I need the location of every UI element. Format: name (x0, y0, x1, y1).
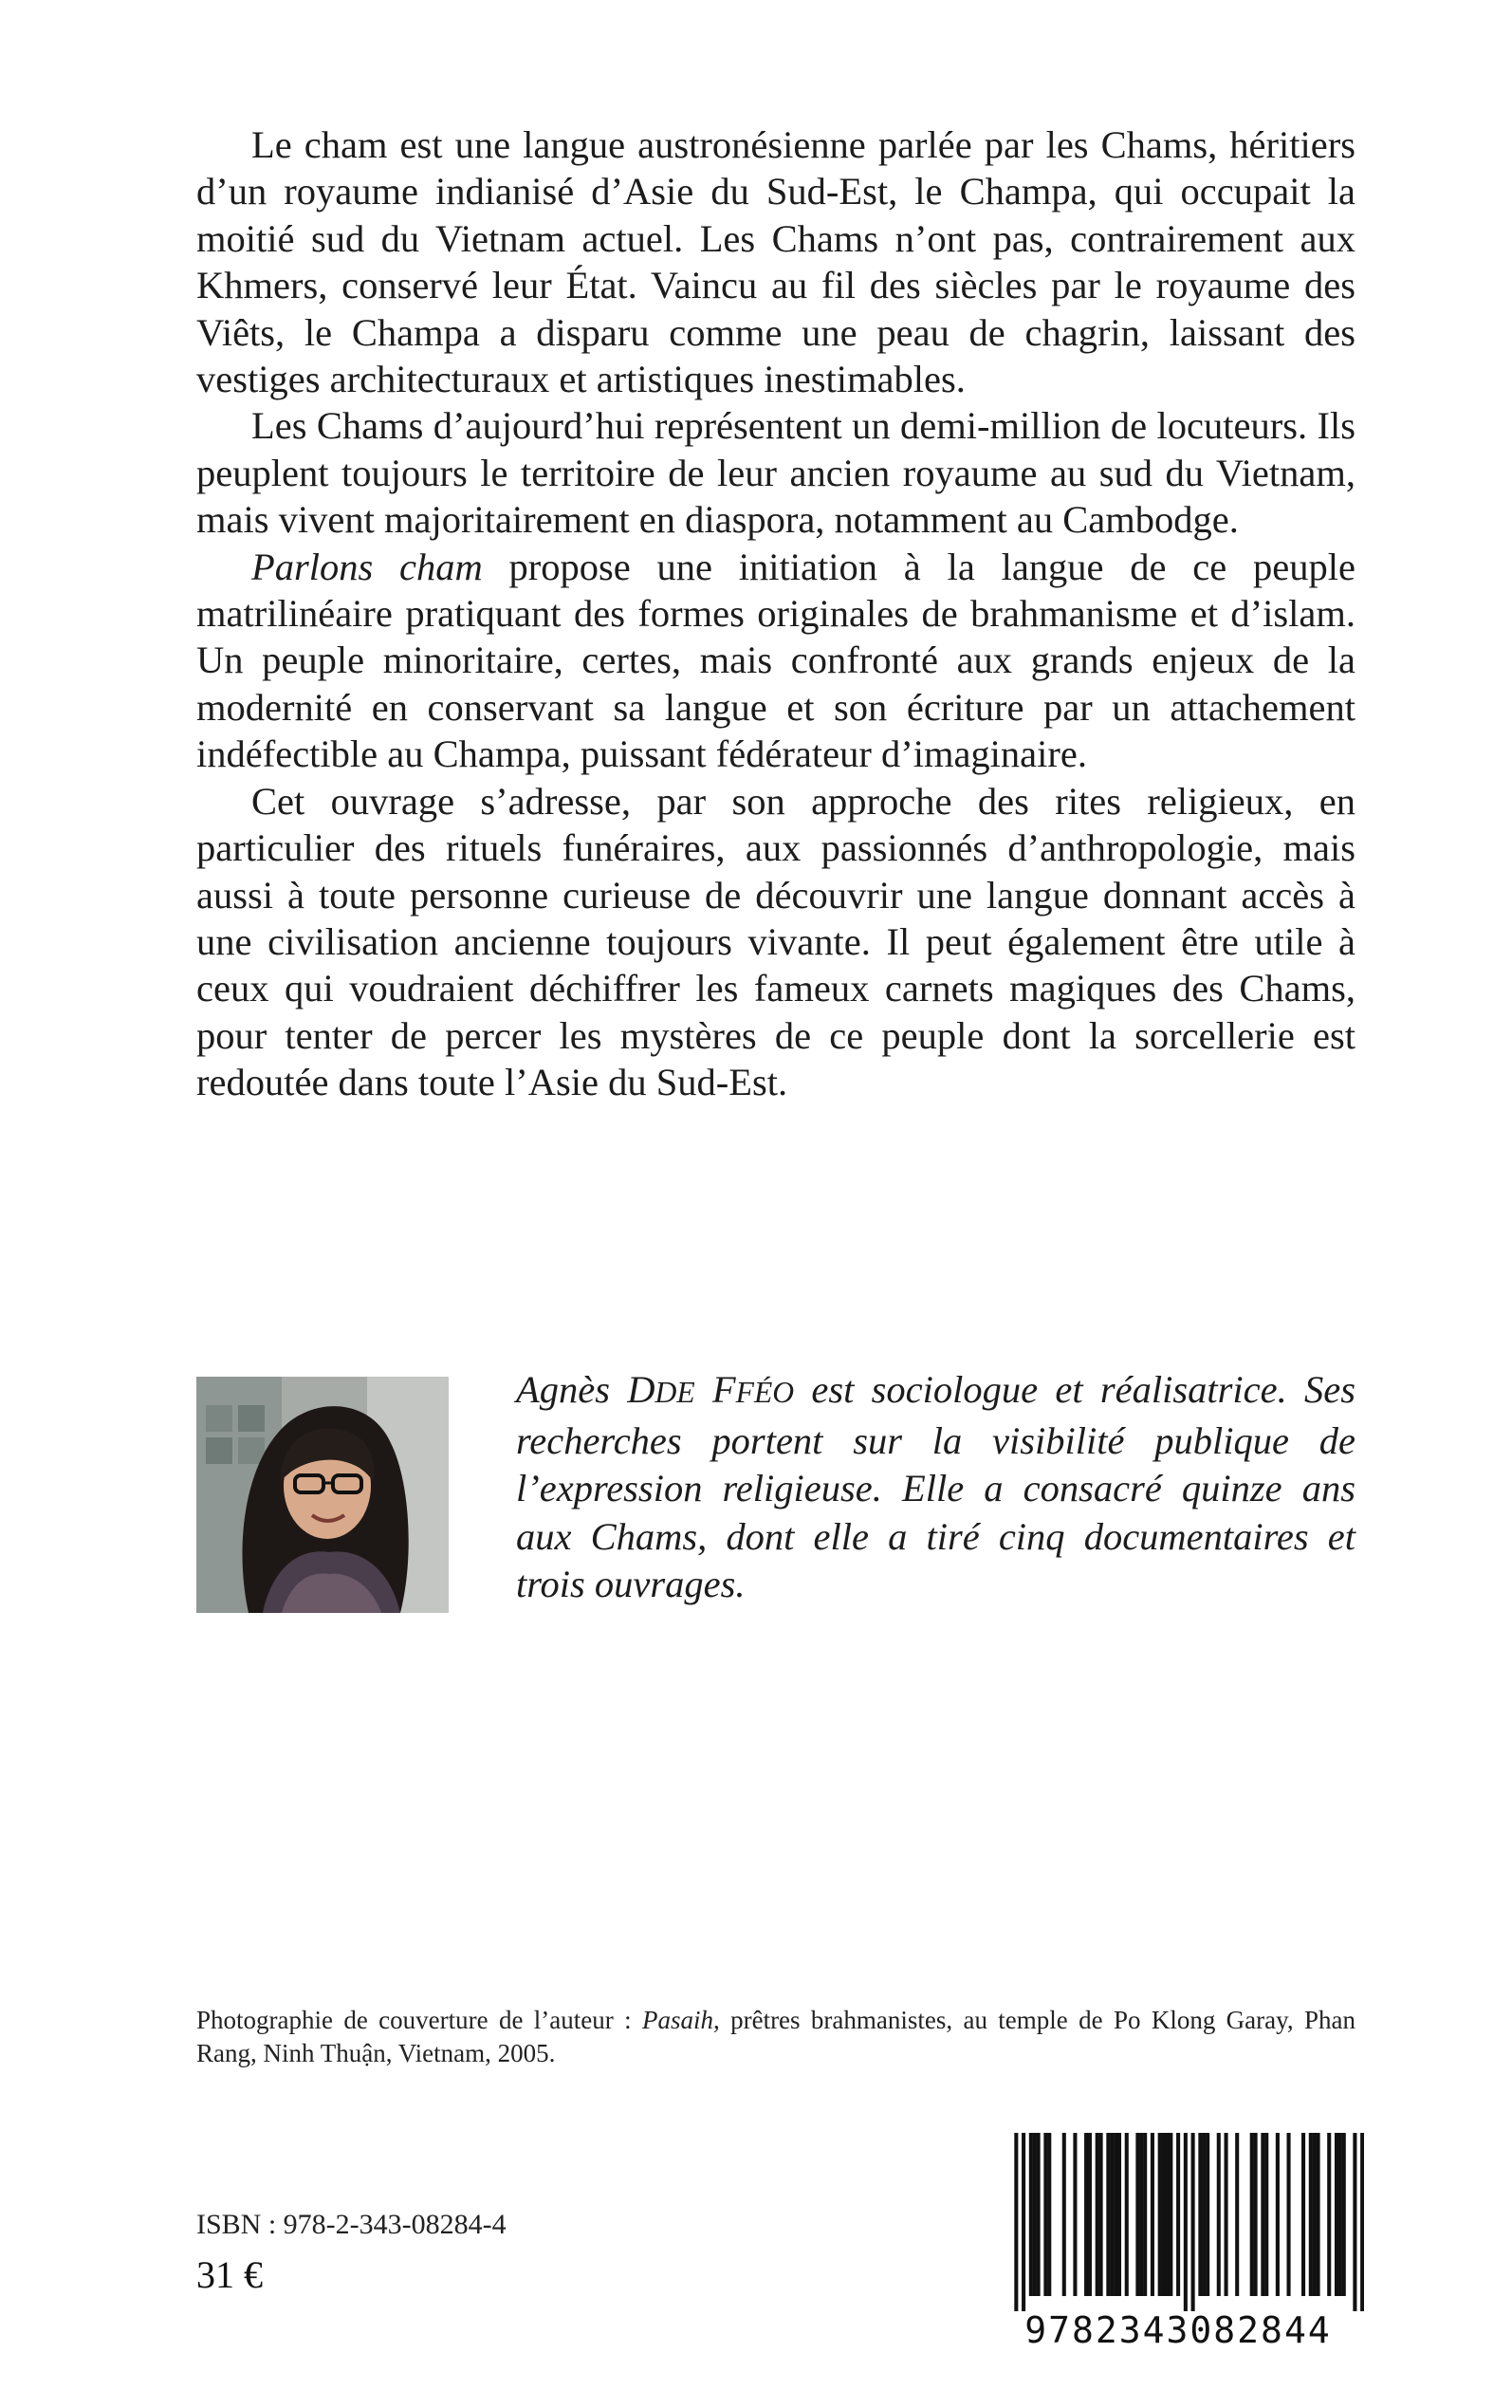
barcode-bar (1162, 2133, 1166, 2296)
barcode-bar (1261, 2133, 1264, 2296)
author-portrait-image (196, 1377, 449, 1613)
barcode-bar (1143, 2133, 1147, 2296)
barcode-bar (1235, 2133, 1239, 2296)
barcode-bar (1176, 2133, 1180, 2296)
barcode-bar (1317, 2133, 1320, 2296)
back-cover-blurb (196, 121, 1355, 1106)
cover-photo-credit: Photographie de couverture de l’auteur : Pasaih, prêtres brahmanistes, au temple de Po Klong Garay, Phan Rang, Ninh Thuận, Vietnam, 2005. (196, 2006, 1355, 2067)
barcode-bar (1062, 2133, 1066, 2296)
price: 31 € (196, 2253, 263, 2296)
author-bio (516, 1366, 1355, 1609)
blurb-paragraph-4: Cet ouvrage s’adresse, par son approche des rites religieux, en particulier des rituels funéraires, aux passionnés d’anthropologie, mais aussi à toute personne curieuse de découvrir une langue donnant accès à une civilisation ancienne toujours vivante. Il peut également être utile à ceux qui voudraient déchiffrer les fameux carnets magiques des Chams, pour tenter de percer les mystères de ce peuple dont la sorcellerie est redoutée dans toute l’Asie du Sud-Est. (196, 779, 1355, 1104)
barcode-bar (1301, 2133, 1305, 2296)
blurb-paragraph-2: Les Chams d’aujourd’hui représentent un demi-million de locuteurs. Ils peuplent toujours le territoire de leur ancien royaume au sud du Vietnam, mais vivent majoritairement en diaspora, notamment au Cambodge. (196, 404, 1355, 542)
barcode-bar (1184, 2133, 1188, 2313)
barcode-bar (1110, 2133, 1114, 2296)
author-photo (196, 1377, 449, 1613)
author-name: Agnès DDE FFÉO (516, 1368, 795, 1411)
barcode-bar (1106, 2133, 1110, 2296)
barcode-bar (1117, 2133, 1121, 2296)
barcode-bar (1099, 2133, 1103, 2296)
barcode (992, 2133, 1364, 2349)
barcode-bar (1139, 2133, 1143, 2296)
barcode-bars (992, 2133, 1364, 2313)
author-bio-text: est sociologue et réalisatrice. Ses recherches portent sur la visibilité publique de l’expression religieuse. Elle a consacré quinze ans aux Chams, dont elle a tiré cinq documentaires et trois ouvrages. (516, 1368, 1356, 1605)
isbn-number: ISBN : 978-2-343-08284-4 (196, 2209, 507, 2240)
barcode-bar (1151, 2133, 1154, 2296)
barcode-bar (1033, 2133, 1037, 2296)
barcode-bar (1287, 2133, 1291, 2296)
barcode-digits: 9782343082844 (992, 2311, 1364, 2349)
barcode-bar (1264, 2133, 1268, 2296)
barcode-bar (1309, 2133, 1313, 2296)
barcode-bar (1327, 2133, 1331, 2296)
credit-title-italic: Pasaih (641, 2006, 713, 2034)
barcode-bar (1353, 2133, 1356, 2313)
barcode-bar (1338, 2133, 1342, 2296)
book-title-italic: Parlons cham (251, 545, 483, 588)
blurb-paragraph-3 (196, 544, 1355, 778)
barcode-bar (1360, 2133, 1364, 2313)
barcode-bar (1225, 2133, 1228, 2296)
barcode-bar (1206, 2133, 1209, 2296)
barcode-bar (1276, 2133, 1280, 2296)
blurb-paragraph-3-text: propose une initiation à la langue de ce peuple matrilinéaire pratiquant des formes originales de brahmanisme et d’islam. Un peuple minoritaire, certes, mais confronté aux grands enjeux de la modernité en conservant sa langue et son écriture par un attachement indéfectible au Champa, puissant fédérateur d’imaginaire. (196, 545, 1355, 776)
barcode-bar (1169, 2133, 1172, 2296)
barcode-bar (1135, 2133, 1139, 2296)
barcode-bar (1250, 2133, 1254, 2296)
barcode-bar (1043, 2133, 1047, 2296)
barcode-bar (1029, 2133, 1033, 2296)
barcode-bar (1047, 2133, 1051, 2296)
barcode-bar (1254, 2133, 1258, 2296)
barcode-bar (1191, 2133, 1195, 2313)
author-last-name: DDE FFÉO (627, 1368, 795, 1411)
barcode-bar (1158, 2133, 1162, 2296)
barcode-bar (1084, 2133, 1088, 2296)
barcode-bar (1022, 2133, 1025, 2313)
barcode-bar (1014, 2133, 1018, 2313)
barcode-bar (1202, 2133, 1206, 2296)
barcode-bar (1096, 2133, 1099, 2296)
barcode-bar (1125, 2133, 1129, 2296)
barcode-bar (1114, 2133, 1117, 2296)
barcode-bar (1088, 2133, 1092, 2296)
barcode-bar (1342, 2133, 1346, 2296)
barcode-bar (1165, 2133, 1169, 2296)
barcode-bar (1073, 2133, 1077, 2296)
barcode-bar (1335, 2133, 1338, 2296)
barcode-bar (1313, 2133, 1317, 2296)
barcode-bar (1037, 2133, 1041, 2296)
barcode-bar (1217, 2133, 1221, 2296)
blurb-paragraph-1: Le cham est une langue austronésienne parlée par les Chams, héritiers d’un royaume indianisé d’Asie du Sud-Est, le Champa, qui occupait la moitié sud du Vietnam actuel. Les Chams n’ont pas, contrairement aux Khmers, conservé leur État. Vaincu au fil des siècles par le royaume des Viêts, le Champa a disparu comme une peau de chagrin, laissant des vestiges architecturaux et artistiques inestimables. (196, 123, 1355, 401)
barcode-bar (1198, 2133, 1202, 2296)
